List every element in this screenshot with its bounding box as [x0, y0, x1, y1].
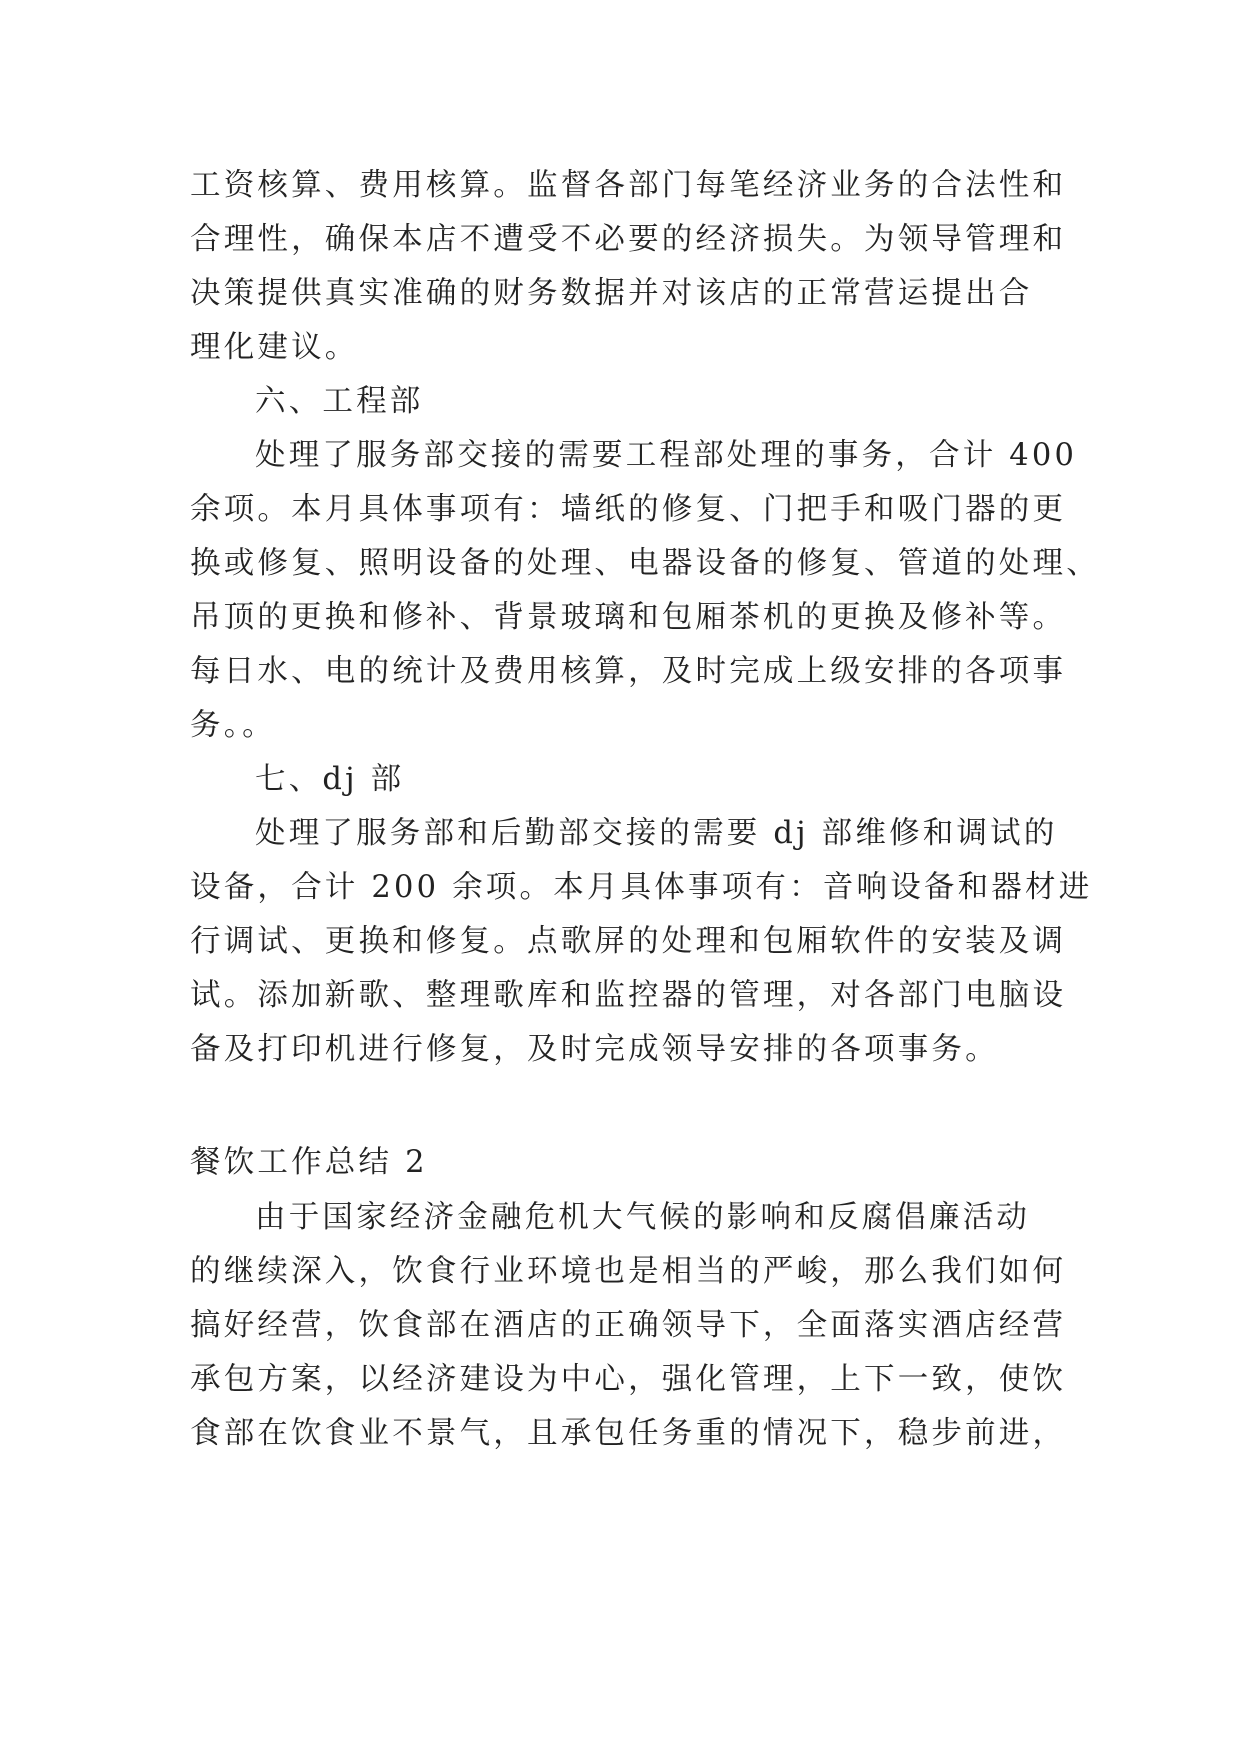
paragraph-line: 由于国家经济金融危机大气候的影响和反腐倡廉活动 [255, 1200, 1031, 1235]
section-title: 餐饮工作总结 2 [190, 1145, 428, 1180]
section-heading-engineering: 六、工程部 [255, 384, 424, 419]
paragraph-line: 设备，合计 200 余项。本月具体事项有：音响设备和器材进 [190, 870, 1093, 905]
paragraph-line: 试。添加新歌、整理歌库和监控器的管理，对各部门电脑设 [190, 978, 1067, 1013]
paragraph-line: 务。。 [190, 708, 276, 743]
section-heading-dj: 七、dj 部 [255, 762, 405, 797]
paragraph-line: 承包方案，以经济建设为中心，强化管理，上下一致，使饮 [190, 1362, 1067, 1397]
paragraph-line: 的继续深入，饮食行业环境也是相当的严峻，那么我们如何 [190, 1254, 1067, 1289]
paragraph-line: 换或修复、照明设备的处理、电器设备的修复、管道的处理、 [190, 546, 1100, 581]
paragraph-line: 工资核算、费用核算。监督各部门每笔经济业务的合法性和 [190, 168, 1067, 203]
paragraph-line: 备及打印机进行修复，及时完成领导安排的各项事务。 [190, 1032, 999, 1067]
paragraph-line: 合理性，确保本店不遭受不必要的经济损失。为领导管理和 [190, 222, 1067, 257]
paragraph-line: 食部在饮食业不景气，且承包任务重的情况下，稳步前进， [190, 1416, 1067, 1451]
paragraph-line: 每日水、电的统计及费用核算，及时完成上级安排的各项事 [190, 654, 1067, 689]
paragraph-line: 处理了服务部和后勤部交接的需要 dj 部维修和调试的 [255, 816, 1058, 851]
paragraph-line: 搞好经营，饮食部在酒店的正确领导下，全面落实酒店经营 [190, 1308, 1067, 1343]
paragraph-line: 余项。本月具体事项有：墙纸的修复、门把手和吸门器的更 [190, 492, 1067, 527]
paragraph-line: 理化建议。 [190, 330, 359, 365]
paragraph-line: 处理了服务部交接的需要工程部处理的事务，合计 400 [255, 438, 1078, 473]
paragraph-line: 吊顶的更换和修补、背景玻璃和包厢茶机的更换及修补等。 [190, 600, 1067, 635]
paragraph-line: 行调试、更换和修复。点歌屏的处理和包厢软件的安装及调 [190, 924, 1067, 959]
paragraph-line: 决策提供真实准确的财务数据并对该店的正常营运提出合 [190, 276, 1033, 311]
